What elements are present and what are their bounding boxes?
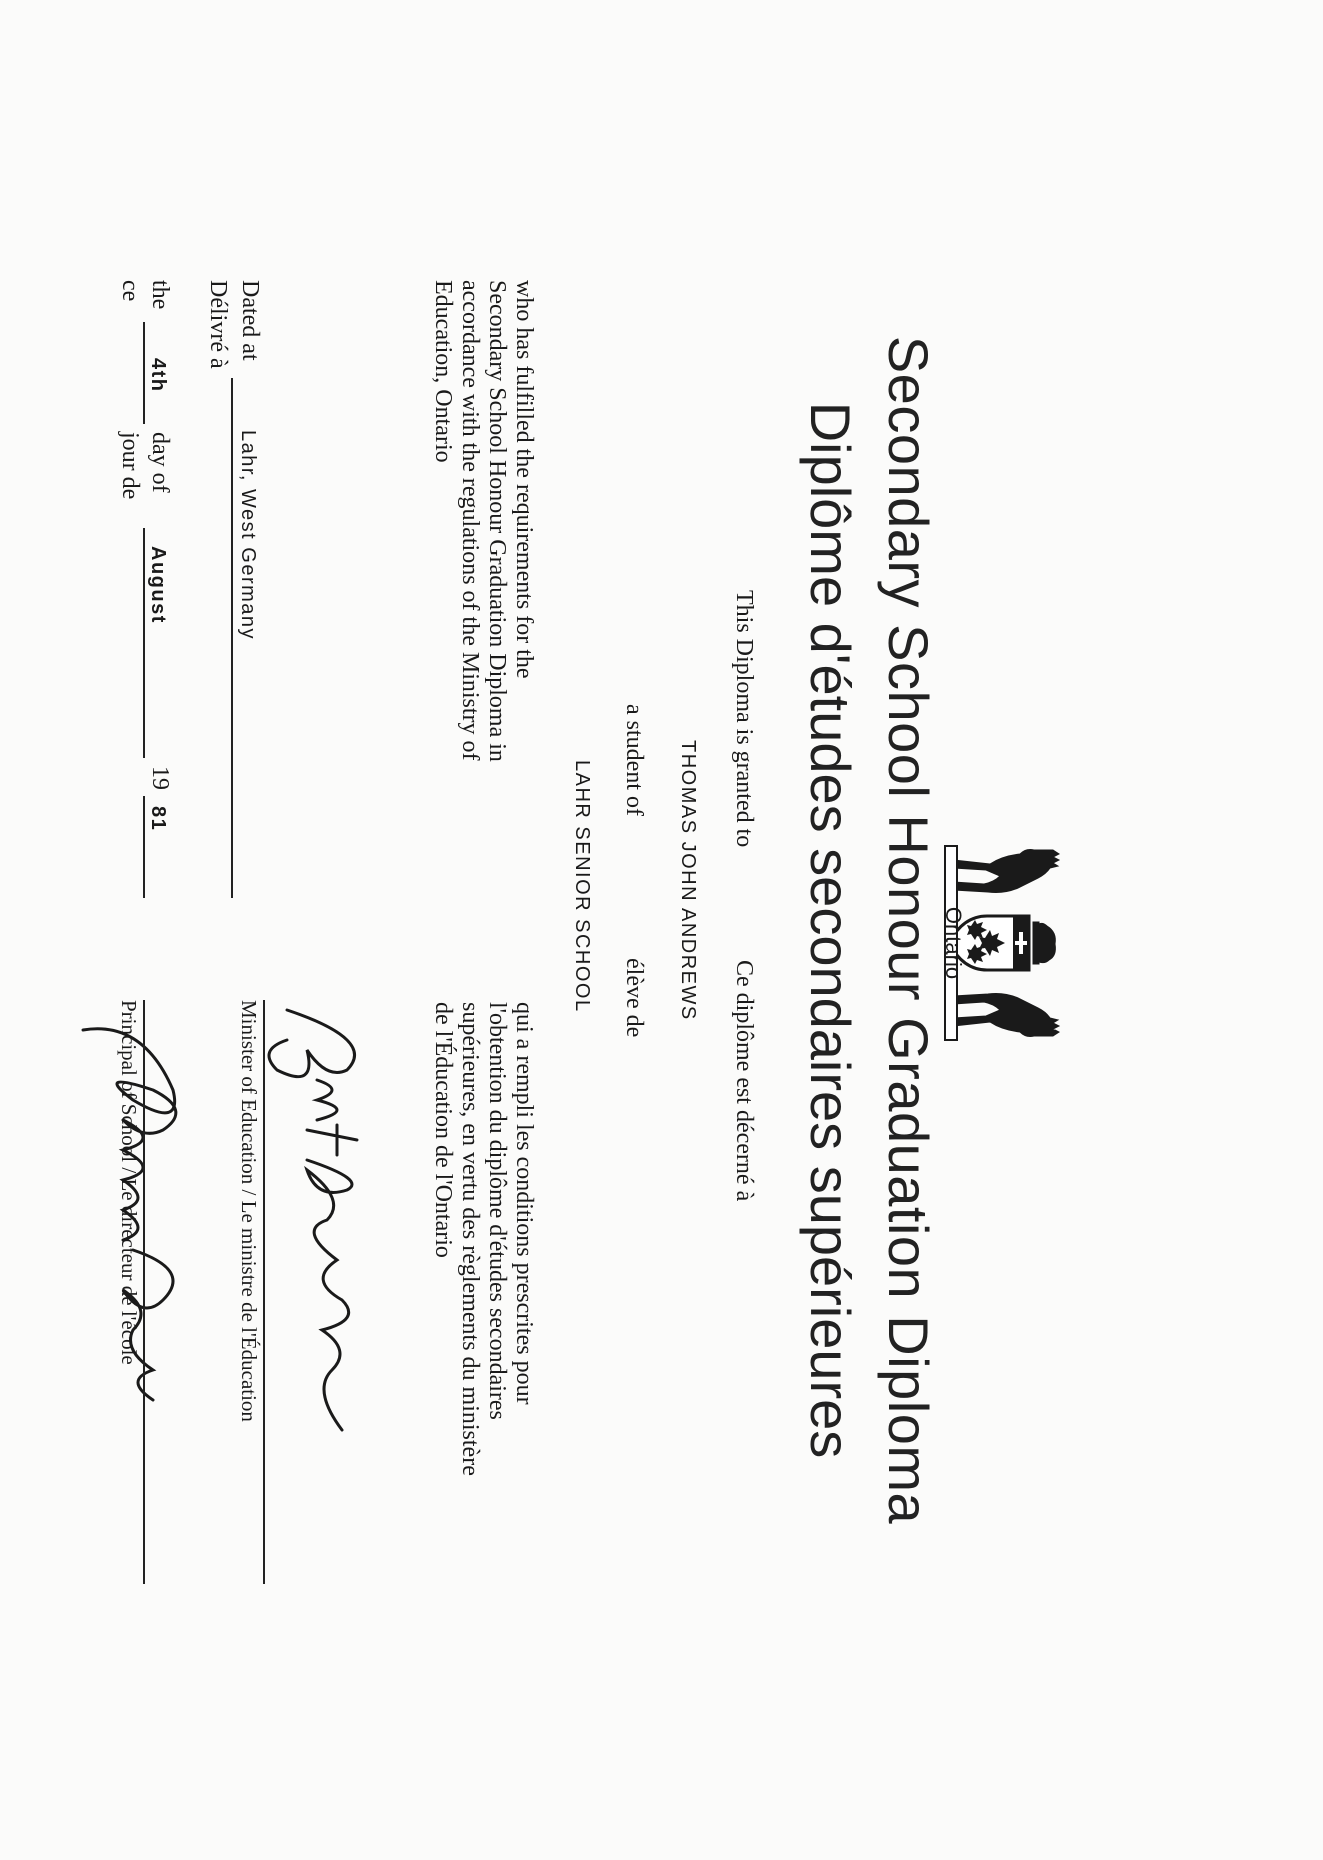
- dated-at-label: Dated at: [237, 280, 263, 361]
- requirements-english-line: Education, Ontario: [430, 280, 456, 463]
- recipient-name: THOMAS JOHN ANDREWS: [677, 740, 699, 1021]
- the-label: the: [147, 280, 173, 310]
- century-label: 19: [147, 766, 173, 790]
- requirements-french-line: qui a rempli les conditions prescrites pour: [511, 1002, 537, 1405]
- year-value: 81: [147, 806, 169, 832]
- minister-line: [263, 1000, 265, 1584]
- requirements-french-line: l'obtention du diplôme d'études secondaires: [484, 1002, 510, 1420]
- school-name: LAHR SENIOR SCHOOL: [571, 760, 593, 1013]
- minister-signature: [267, 1000, 377, 1480]
- month-value: August: [147, 546, 169, 624]
- ce-label: ce: [117, 280, 143, 302]
- place-value: Lahr, West Germany: [237, 430, 259, 641]
- minister-caption: Minister of Education / Le ministre de l'Éducation: [237, 1000, 261, 1422]
- diploma-title-french: Diplôme d'études secondaires supérieures: [799, 401, 862, 1459]
- principal-caption: Principal of School / Le directeur de l'école: [117, 1000, 141, 1365]
- requirements-english-line: who has fulfilled the requirements for the: [511, 280, 537, 679]
- granted-to-english: This Diploma is granted to: [731, 590, 757, 848]
- diploma-title-english: Secondary School Honour Graduation Diploma: [877, 335, 940, 1525]
- year-line: [143, 796, 145, 898]
- crest-label: Ontario: [941, 906, 966, 980]
- requirements-french: [429, 1002, 537, 1562]
- day-line: [143, 322, 145, 424]
- month-line: [143, 528, 145, 758]
- place-line: [231, 378, 233, 898]
- requirements-french-line: de l'Éducation de l'Ontario: [430, 1002, 456, 1258]
- day-value: 4th: [147, 358, 169, 393]
- delivre-a-label: Délivré à: [205, 280, 231, 369]
- requirements-english-line: accordance with the regulations of the Ministry of: [457, 280, 483, 761]
- day-of-label: day of: [147, 432, 173, 493]
- student-of-english: a student of: [621, 704, 647, 816]
- jour-de-label: jour de: [117, 432, 143, 500]
- granted-to-french: Ce diplôme est décerné à: [731, 960, 757, 1202]
- requirements-french-line: supérieures, en vertu des règlements du ministère: [457, 1002, 483, 1476]
- principal-line: [143, 1000, 145, 1584]
- requirements-english-line: Secondary School Honour Graduation Diploma in: [484, 280, 510, 762]
- student-of-french: élève de: [621, 958, 647, 1038]
- principal-signature: [63, 1010, 243, 1430]
- requirements-english: [429, 280, 537, 800]
